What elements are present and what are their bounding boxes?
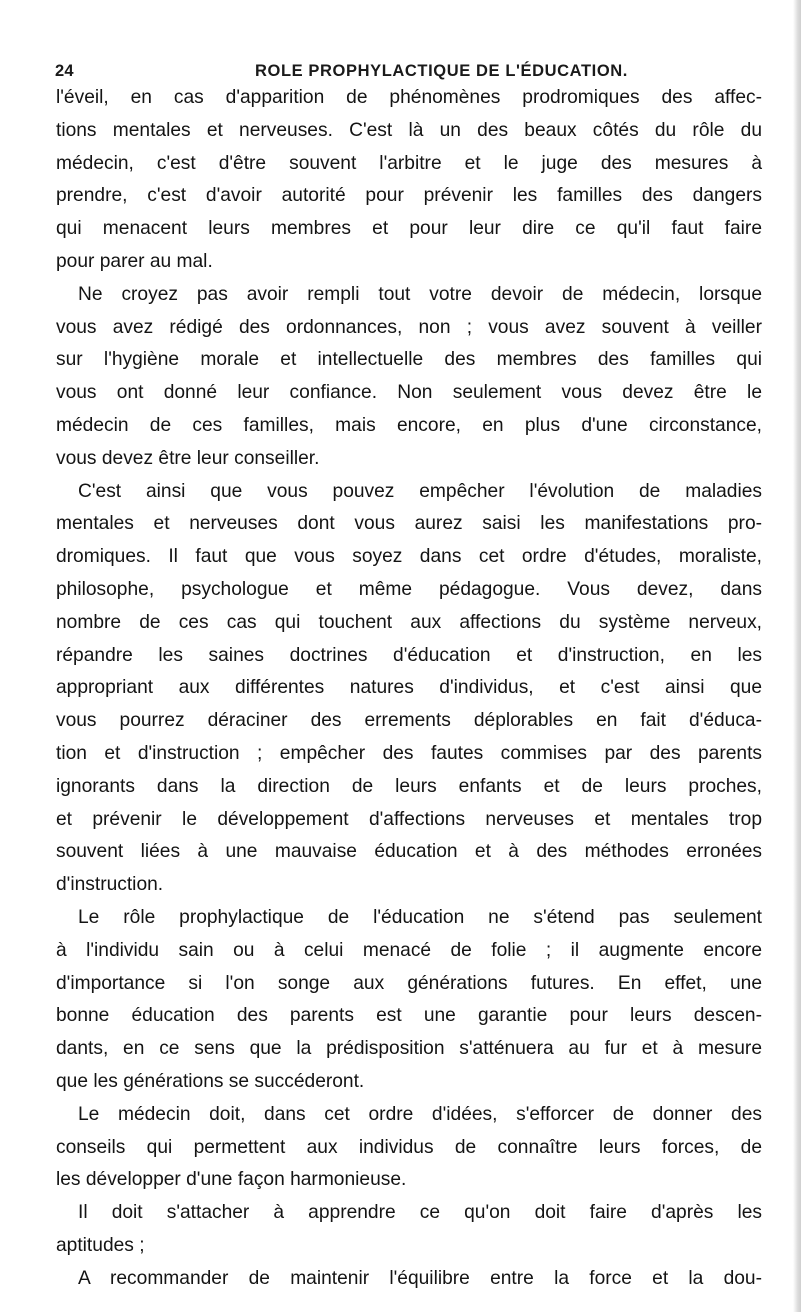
text-line: C'est ainsi que vous pouvez empêcher l'évolution de maladies xyxy=(78,480,762,502)
text-line: dants, en ce sens que la prédisposition s'atténuera au fur et à mesure xyxy=(56,1038,762,1060)
text-line: A recommander de maintenir l'équilibre entre la force et la dou- xyxy=(78,1267,762,1289)
text-line: vous avez rédigé des ordonnances, non ; vous avez souvent à veiller xyxy=(56,316,762,338)
text-line: répandre les saines doctrines d'éducation et d'instruction, en les xyxy=(56,644,762,666)
page-number: 24 xyxy=(55,62,74,80)
page-edge-shadow xyxy=(793,0,801,1312)
text-line: nombre de ces cas qui touchent aux affections du système nerveux, xyxy=(56,611,762,633)
text-line: aptitudes ; xyxy=(56,1234,145,1256)
text-line: d'instruction. xyxy=(56,874,164,896)
text-line: à l'individu sain ou à celui menacé de folie ; il augmente encore xyxy=(56,939,762,961)
text-line: médecin, c'est d'être souvent l'arbitre et le juge des mesures à xyxy=(56,152,762,174)
text-line: Ne croyez pas avoir rempli tout votre devoir de médecin, lorsque xyxy=(78,283,762,305)
text-line: tion et d'instruction ; empêcher des fautes commises par des parents xyxy=(56,742,762,764)
text-line: médecin de ces familles, mais encore, en plus d'une circonstance, xyxy=(56,414,762,436)
text-line: et prévenir le développement d'affections nerveuses et mentales trop xyxy=(56,808,762,830)
text-line: philosophe, psychologue et même pédagogue. Vous devez, dans xyxy=(56,578,762,600)
text-line: l'éveil, en cas d'apparition de phénomènes prodromiques des affec- xyxy=(56,87,762,108)
text-line: vous devez être leur conseiller. xyxy=(56,447,320,469)
text-line: les développer d'une façon harmonieuse. xyxy=(56,1169,407,1191)
text-line: Il doit s'attacher à apprendre ce qu'on doit faire d'après les xyxy=(78,1202,762,1224)
text-line: d'importance si l'on songe aux générations futures. En effet, une xyxy=(56,972,762,994)
text-line: prendre, c'est d'avoir autorité pour prévenir les familles des dangers xyxy=(56,185,762,207)
text-line: vous ont donné leur confiance. Non seulement vous devez être le xyxy=(56,382,762,404)
text-line: dromiques. Il faut que vous soyez dans cet ordre d'études, moraliste, xyxy=(56,546,762,568)
text-line: Le médecin doit, dans cet ordre d'idées, s'efforcer de donner des xyxy=(78,1103,762,1125)
text-line: conseils qui permettent aux individus de connaître leurs forces, de xyxy=(56,1136,762,1158)
running-title: ROLE PROPHYLACTIQUE DE L'ÉDUCATION. xyxy=(255,62,628,80)
text-line: vous pourrez déraciner des errements déplorables en fait d'éduca- xyxy=(56,710,762,732)
text-line: pour parer au mal. xyxy=(56,250,213,272)
text-line: sur l'hygiène morale et intellectuelle des membres des familles qui xyxy=(56,349,762,371)
body-text xyxy=(56,82,762,1295)
text-line: tions mentales et nerveuses. C'est là un des beaux côtés du rôle du xyxy=(56,119,762,141)
text-line: Le rôle prophylactique de l'éducation ne s'étend pas seulement xyxy=(78,906,762,928)
text-line: qui menacent leurs membres et pour leur dire ce qu'il faut faire xyxy=(56,218,762,240)
text-line: ignorants dans la direction de leurs enfants et de leurs proches, xyxy=(56,775,762,797)
text-line: que les générations se succéderont. xyxy=(56,1070,365,1092)
text-line: souvent liées à une mauvaise éducation et à des méthodes erronées xyxy=(56,841,762,863)
text-line: bonne éducation des parents est une garantie pour leurs descen- xyxy=(56,1005,762,1027)
text-line: appropriant aux différentes natures d'individus, et c'est ainsi que xyxy=(56,677,762,699)
text-line: mentales et nerveuses dont vous aurez saisi les manifestations pro- xyxy=(56,513,762,535)
